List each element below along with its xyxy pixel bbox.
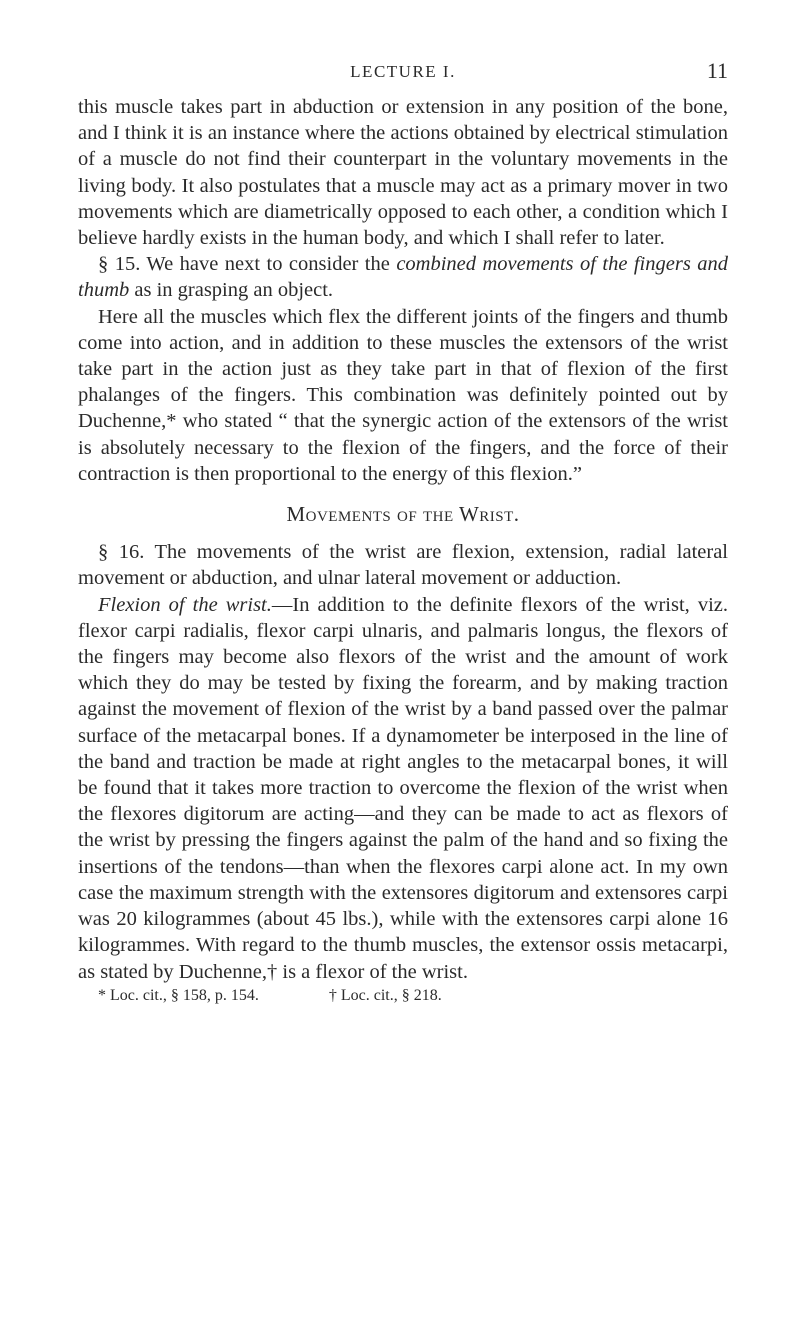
- book-page: [78, 60, 728, 1005]
- footnotes: [78, 987, 728, 1005]
- running-head: [78, 60, 728, 94]
- section-15-lead: § 15. We have next to consider the: [98, 253, 397, 276]
- section-heading: Movements of the Wrist.: [286, 502, 520, 527]
- paragraph-section-15: [78, 251, 728, 303]
- flexion-heading: Flexion of the wrist.: [98, 593, 272, 616]
- paragraph-grasping: Here all the muscles which flex the different joints of the fingers and thumb come into action, and in addition to these muscles the extensors of the wrist take part in the action just as they take part in that of flexion of the first phalanges of the fingers. This combination was definitely pointed out by Duchenne,* who stated “ that the synergic action of the extensors of the wrist is absolutely necessary to the flexion of the fingers, and the force of their contraction is then proportional to the energy of this flexion.”: [78, 305, 728, 485]
- page-number: 11: [706, 58, 728, 83]
- section-15-tail: as in grasping an object.: [129, 279, 334, 302]
- running-head-title: LECTURE I.: [350, 62, 456, 81]
- body-text: [78, 94, 728, 985]
- flexion-text: —In addition to the definite flexors of the wrist, viz. flexor carpi radialis, flexor carpi ulnaris, and palmaris longus, the flexors of the fingers may become also flexors of the wrist and the amount of work which they do may be tested by fixing the forearm, and by making traction against the movement of flexion of the wrist by a band passed over the palmar surface of the metacarpal bones. If a dynamometer be interposed in the line of the band and traction be made at right angles to the metacarpal bones, it will be found that it takes more traction to overcome the flexion of the wrist when the flexores digitorum are acting—and they can be made to act as flexors of the wrist by pressing the fingers against the palm of the hand and so fixing the insertions of the tendons—than when the flexores carpi alone act. In my own case the maximum strength with the extensores digitorum and extensores carpi was 20 kilogrammes (about 45 lbs.), while with the extensores carpi alone 16 kilogrammes. With regard to the thumb muscles, the extensor ossis metacarpi, as stated by Duchenne,† is a flexor of the wrist.: [78, 593, 728, 983]
- footnote-1: * Loc. cit., § 158, p. 154.: [98, 986, 259, 1004]
- section-15-emphasis: combined movements of the fingers and thumb: [78, 253, 728, 302]
- paragraph-continuation: this muscle takes part in abduction or extension in any position of the bone, and I think it is an instance where the actions obtained by electrical stimulation of a muscle do not find their counterpart in the voluntary movements in the living body. It also postulates that a muscle may act as a primary mover in two movements which are diametrically opposed to each other, a condition which I believe hardly exists in the human body, and which I shall refer to later.: [78, 96, 728, 250]
- paragraph-flexion: [78, 592, 728, 985]
- paragraph-section-16: § 16. The movements of the wrist are flexion, extension, radial lateral movement or abduction, and ulnar lateral movement or adduction.: [78, 541, 728, 590]
- footnote-2: † Loc. cit., § 218.: [328, 986, 442, 1004]
